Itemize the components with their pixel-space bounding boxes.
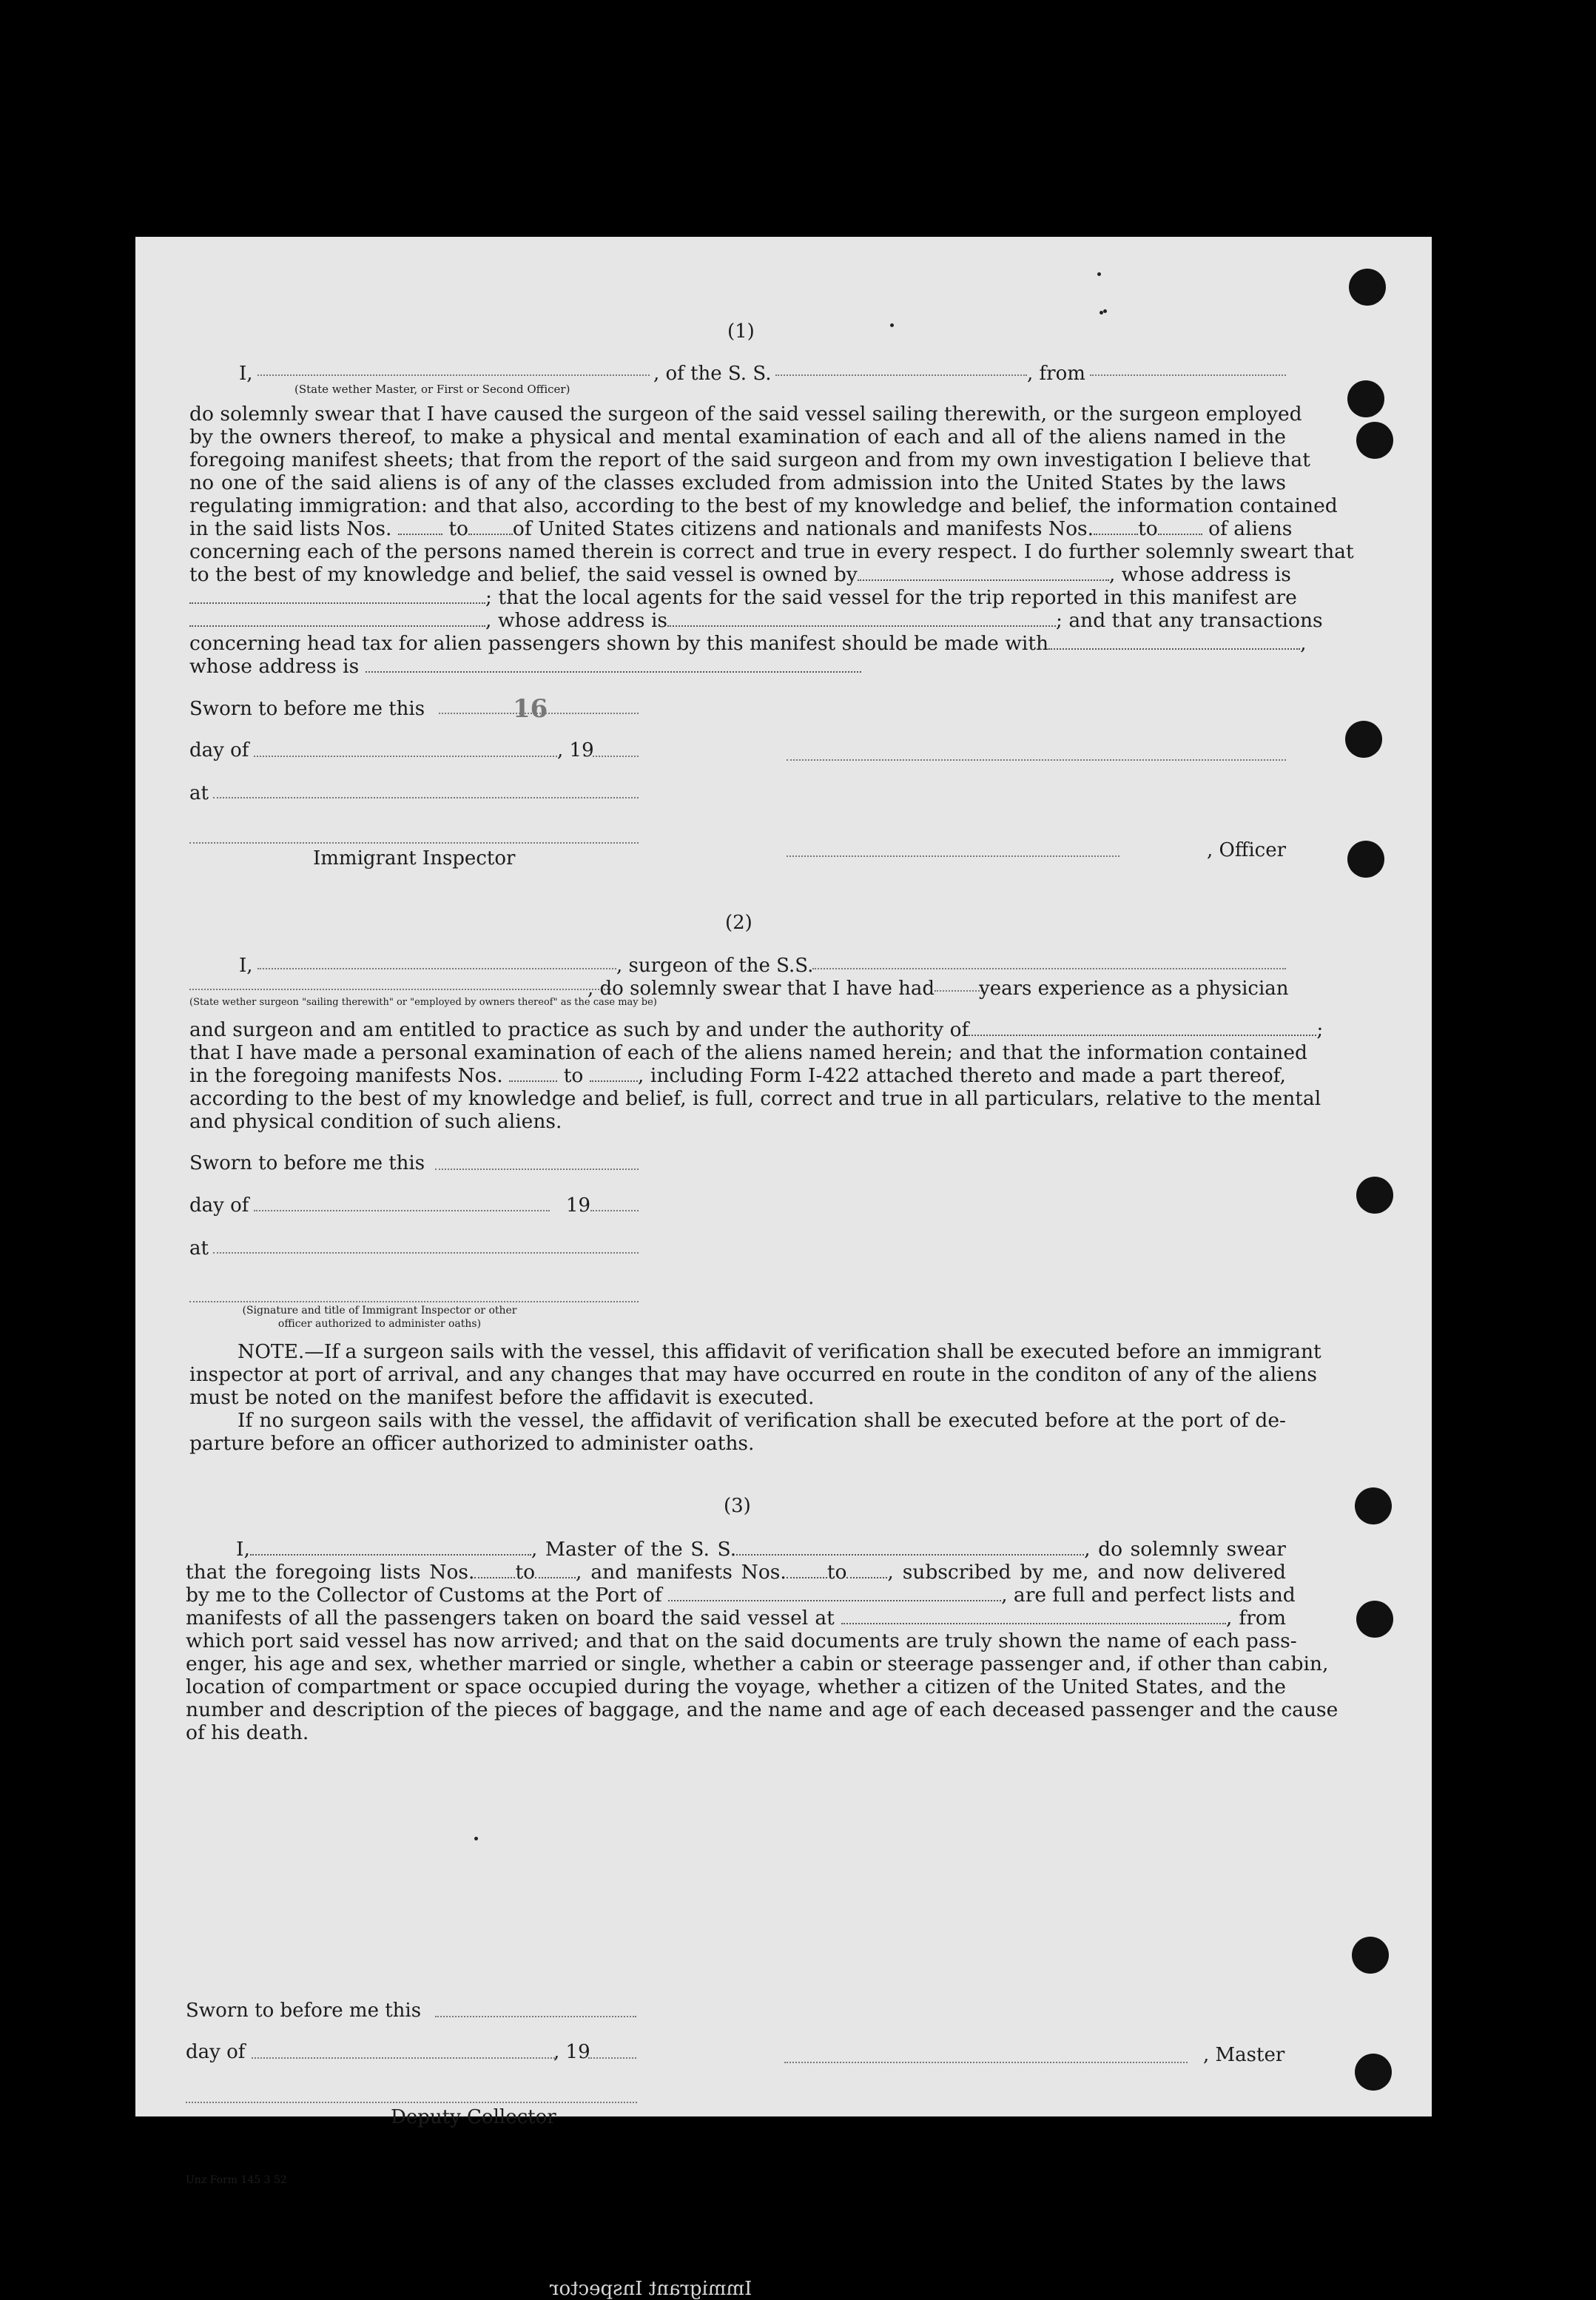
s2-name-field[interactable] bbox=[257, 968, 616, 969]
s2-vessel-field[interactable] bbox=[812, 968, 1286, 969]
s2-day-of: day of bbox=[189, 1194, 249, 1217]
s2-authority-field[interactable] bbox=[969, 1021, 1316, 1036]
s3-deputy-sig-field[interactable] bbox=[186, 2102, 637, 2103]
s3-line bbox=[186, 1538, 1286, 1561]
s1-from: , from bbox=[1027, 363, 1085, 385]
s2-to: to bbox=[563, 1064, 584, 1087]
s2-sworn-field[interactable] bbox=[435, 1169, 639, 1170]
s3-line: of his death. bbox=[186, 1721, 309, 1744]
s1-line: by the owners thereof, to make a physical and mental examination of each and all of the aliens named in the bbox=[189, 426, 1286, 448]
s1-paragraph bbox=[189, 403, 1354, 678]
s2-authority-text: and surgeon and am entitled to practice as such by and under the authority of bbox=[189, 1018, 969, 1041]
s2-nineteen: 19 bbox=[566, 1194, 591, 1217]
s1-line bbox=[189, 563, 1291, 586]
note-line: inspector at port of arrival, and any changes that may have occurred en route in the conditon of any of the aliens bbox=[189, 1363, 1318, 1386]
s3-master-label: , Master bbox=[1203, 2044, 1285, 2066]
s1-officer-sig-field[interactable] bbox=[787, 759, 1286, 761]
s1-comma: , bbox=[1300, 632, 1307, 655]
s1-to: to bbox=[1138, 517, 1158, 540]
s2-line: that I have made a personal examination of each of the aliens named herein; and that the information contained bbox=[189, 1041, 1307, 1064]
s2-surgeon-of: , surgeon of the S.S. bbox=[616, 955, 814, 977]
s2-paragraph bbox=[189, 1018, 1324, 1133]
s1-line: regulating immigration: and that also, according to the best of my knowledge and belief, the information contained bbox=[189, 494, 1338, 517]
s2-i: I, bbox=[239, 955, 253, 977]
s1-day-of: day of bbox=[189, 739, 249, 761]
speck bbox=[890, 323, 894, 327]
s3-line: location of compartment or space occupied during the voyage, whether a citizen of the United States, and the bbox=[186, 1675, 1286, 1698]
punch-hole bbox=[1347, 380, 1384, 417]
s1-sworn-label: Sworn to before me this bbox=[189, 698, 425, 720]
s2-at-field[interactable] bbox=[213, 1252, 639, 1254]
s1-line: no one of the said aliens is of any of the classes excluded from admission into the United States by the laws bbox=[189, 471, 1286, 494]
s3-name-field[interactable] bbox=[250, 1541, 531, 1556]
s3-deputy-label: Deputy Collector bbox=[391, 2106, 556, 2128]
s1-vessel-field[interactable] bbox=[775, 374, 1027, 376]
s1-head-tax-field[interactable] bbox=[1048, 635, 1300, 650]
s3-subscribed-text: , subscribed by me, and now delivered bbox=[887, 1561, 1286, 1584]
s2-year-field[interactable] bbox=[590, 1210, 639, 1211]
s1-citizens-text: of United States citizens and nationals and manifests Nos. bbox=[512, 517, 1094, 540]
s3-port-field[interactable] bbox=[668, 1587, 1001, 1601]
s3-lists-to-field[interactable] bbox=[535, 1564, 576, 1578]
s2-at: at bbox=[189, 1237, 209, 1260]
s3-manifests-label: , and manifests Nos. bbox=[576, 1561, 787, 1584]
section-3-number: (3) bbox=[724, 1495, 751, 1517]
punch-hole bbox=[1349, 269, 1386, 306]
s2-sig-note bbox=[224, 1304, 535, 1331]
s2-years-field[interactable] bbox=[935, 990, 983, 992]
s3-sworn-label: Sworn to before me this bbox=[186, 2000, 422, 2022]
s1-line: do solemnly swear that I have caused the surgeon of the said vessel sailing therewith, or the surgeon employed bbox=[189, 403, 1302, 426]
s1-inspector-label: Immigrant Inspector bbox=[313, 847, 516, 870]
s3-line: enger, his age and sex, whether married or single, whether a cabin or steerage passenger and, if other than cabin, bbox=[186, 1652, 1329, 1675]
s1-day-field[interactable] bbox=[254, 756, 557, 757]
note-line: If no surgeon sails with the vessel, the affidavit of verification shall be executed before at the port of de- bbox=[238, 1409, 1286, 1432]
s3-boarded-label: manifests of all the passengers taken on board the said vessel at bbox=[186, 1607, 835, 1630]
s2-do-swear: , do solemnly swear that I have had bbox=[587, 978, 935, 1000]
s1-whose-address: , whose address is bbox=[1108, 563, 1291, 586]
s1-line bbox=[189, 632, 1307, 655]
s1-line bbox=[189, 517, 1293, 540]
s2-line: according to the best of my knowledge and belief, is full, correct and true in all particulars, relative to the mental bbox=[189, 1087, 1321, 1110]
s3-to: to bbox=[826, 1561, 847, 1584]
s3-day-field[interactable] bbox=[252, 2057, 555, 2059]
speck bbox=[1097, 272, 1101, 276]
s3-line bbox=[186, 1561, 1286, 1584]
note-line: NOTE.—If a surgeon sails with the vessel, this affidavit of verification shall be executed before an immigrant bbox=[238, 1340, 1321, 1363]
s1-sworn-stamp: 16 bbox=[513, 694, 548, 724]
s3-lists-text: , are full and perfect lists and bbox=[1001, 1584, 1296, 1607]
s3-manifests-to-field[interactable] bbox=[846, 1564, 887, 1578]
punch-hole bbox=[1347, 841, 1384, 878]
s1-head-tax-address-field[interactable] bbox=[366, 658, 861, 673]
s3-lists-from-field[interactable] bbox=[474, 1564, 515, 1578]
s1-from-field[interactable] bbox=[1090, 374, 1286, 376]
s3-swear: , do solemnly swear bbox=[1084, 1538, 1286, 1561]
punch-hole bbox=[1345, 721, 1382, 758]
s3-vessel-field[interactable] bbox=[736, 1541, 1084, 1556]
s3-master-of: , Master of the S. S. bbox=[531, 1538, 737, 1561]
s2-line bbox=[189, 1064, 1286, 1087]
s1-lists-from-field[interactable] bbox=[398, 520, 442, 535]
s3-line bbox=[186, 1607, 1286, 1630]
section-1-number: (1) bbox=[727, 320, 755, 343]
s2-day-field[interactable] bbox=[254, 1210, 550, 1211]
s2-sig-note-line: officer authorized to administer oaths) bbox=[277, 1318, 482, 1330]
s3-master-sig-field[interactable] bbox=[784, 2062, 1188, 2063]
punch-hole bbox=[1356, 422, 1393, 459]
s1-inspector-sig-field[interactable] bbox=[189, 842, 639, 844]
s3-line: which port said vessel has now arrived; and that on the said documents are truly shown the name of each pass- bbox=[186, 1630, 1297, 1652]
punch-hole bbox=[1355, 2054, 1392, 2091]
s1-to: to bbox=[448, 517, 468, 540]
punch-hole bbox=[1355, 1487, 1392, 1524]
s1-line bbox=[189, 655, 1286, 678]
s1-aliens-text: of aliens bbox=[1208, 517, 1293, 540]
s1-transactions-text: ; and that any transactions bbox=[1056, 609, 1323, 632]
s1-lists-label: in the said lists Nos. bbox=[189, 517, 392, 540]
speck bbox=[474, 1837, 478, 1840]
note-paragraph bbox=[189, 1340, 1321, 1455]
s1-name-field[interactable] bbox=[257, 374, 650, 376]
s1-nineteen: , 19 bbox=[557, 739, 594, 761]
s1-line: concerning each of the persons named therein is correct and true in every respect. I do further solemnly sweart that bbox=[189, 540, 1354, 563]
s3-paragraph bbox=[186, 1538, 1339, 1744]
note-line: parture before an officer authorized to administer oaths. bbox=[189, 1432, 755, 1455]
s1-whose-address: whose address is bbox=[189, 655, 360, 678]
s2-manifests-from-field[interactable] bbox=[509, 1067, 557, 1082]
s2-line: and physical condition of such aliens. bbox=[189, 1110, 562, 1133]
manifest-affidavit-page bbox=[135, 237, 1432, 2300]
s2-manifests-to-field[interactable] bbox=[590, 1067, 638, 1082]
s1-of-ss: , of the S. S. bbox=[653, 363, 772, 385]
s3-to: to bbox=[515, 1561, 536, 1584]
s3-line bbox=[186, 1584, 1296, 1607]
s3-sworn-field[interactable] bbox=[435, 2016, 636, 2017]
s3-i: I, bbox=[236, 1538, 250, 1561]
s1-owned-by: to the best of my knowledge and belief, the said vessel is owned by bbox=[189, 563, 858, 586]
s1-officer-label: , Officer bbox=[1207, 839, 1287, 861]
note-line: must be noted on the manifest before the affidavit is executed. bbox=[189, 1386, 815, 1409]
s1-at-field[interactable] bbox=[213, 797, 639, 798]
s1-officer-note: (State wether Master, or First or Second Officer) bbox=[294, 383, 570, 396]
s3-lists-label: that the foregoing lists Nos. bbox=[186, 1561, 475, 1584]
s1-manifests-to-field[interactable] bbox=[1158, 520, 1202, 535]
s3-from: , from bbox=[1225, 1607, 1286, 1630]
s2-manifests-label: in the foregoing manifests Nos. bbox=[189, 1064, 503, 1087]
s2-capacity-note: (State wether surgeon "sailing therewith" or "employed by owners thereof" as the case may be) bbox=[189, 997, 657, 1008]
s1-head-tax-text: concerning head tax for alien passengers shown by this manifest should be made with bbox=[189, 632, 1049, 655]
s2-line bbox=[189, 1018, 1324, 1041]
s3-manifests-from-field[interactable] bbox=[787, 1564, 827, 1578]
s3-port-label: by me to the Collector of Customs at the Port of bbox=[186, 1584, 662, 1607]
s1-i: I, bbox=[239, 363, 253, 385]
s1-lists-to-field[interactable] bbox=[468, 520, 513, 535]
s3-nineteen: , 19 bbox=[553, 2041, 590, 2063]
s1-line bbox=[189, 586, 1297, 609]
s2-semicolon: ; bbox=[1316, 1018, 1324, 1041]
s1-owner-field[interactable] bbox=[858, 566, 1109, 581]
punch-hole bbox=[1356, 1601, 1393, 1638]
punch-hole bbox=[1352, 1937, 1389, 1974]
s2-sig-note-line: (Signature and title of Immigrant Inspector or other bbox=[242, 1305, 517, 1317]
section-2-number: (2) bbox=[725, 912, 752, 934]
s1-at: at bbox=[189, 782, 209, 804]
s1-whose-address: , whose address is bbox=[485, 609, 668, 632]
s1-line: foregoing manifest sheets; that from the report of the said surgeon and from my own investigation I believe that bbox=[189, 448, 1310, 471]
s1-owner-address-field[interactable] bbox=[189, 589, 485, 604]
s1-year-field[interactable] bbox=[593, 756, 639, 757]
s2-years-text: years experience as a physician bbox=[979, 978, 1289, 1000]
speck bbox=[1103, 309, 1107, 313]
s1-officer-name-field[interactable] bbox=[787, 855, 1119, 857]
s2-sig-field[interactable] bbox=[189, 1301, 639, 1302]
punch-hole bbox=[1356, 1177, 1393, 1214]
s1-manifests-from-field[interactable] bbox=[1094, 520, 1138, 535]
s2-form-text: , including Form I-422 attached thereto and made a part thereof, bbox=[637, 1064, 1286, 1087]
s2-sworn-label: Sworn to before me this bbox=[189, 1152, 425, 1174]
s3-line: number and description of the pieces of baggage, and the name and age of each deceased passenger and the cause bbox=[186, 1698, 1339, 1721]
form-number: Unz Form 145 3 52 bbox=[186, 2174, 287, 2186]
s3-year-field[interactable] bbox=[588, 2057, 636, 2059]
s1-line bbox=[189, 609, 1323, 632]
s2-capacity-field[interactable] bbox=[189, 989, 611, 990]
bleed-through-text: Immigrant Inspector bbox=[550, 2278, 752, 2300]
s3-boarded-field[interactable] bbox=[841, 1610, 1226, 1624]
s1-local-agents-text: ; that the local agents for the said vessel for the trip reported in this manifest are bbox=[485, 586, 1297, 609]
s1-agents-address-field[interactable] bbox=[667, 612, 1056, 627]
s3-day-of: day of bbox=[186, 2041, 246, 2063]
s1-agents-field[interactable] bbox=[189, 612, 485, 627]
